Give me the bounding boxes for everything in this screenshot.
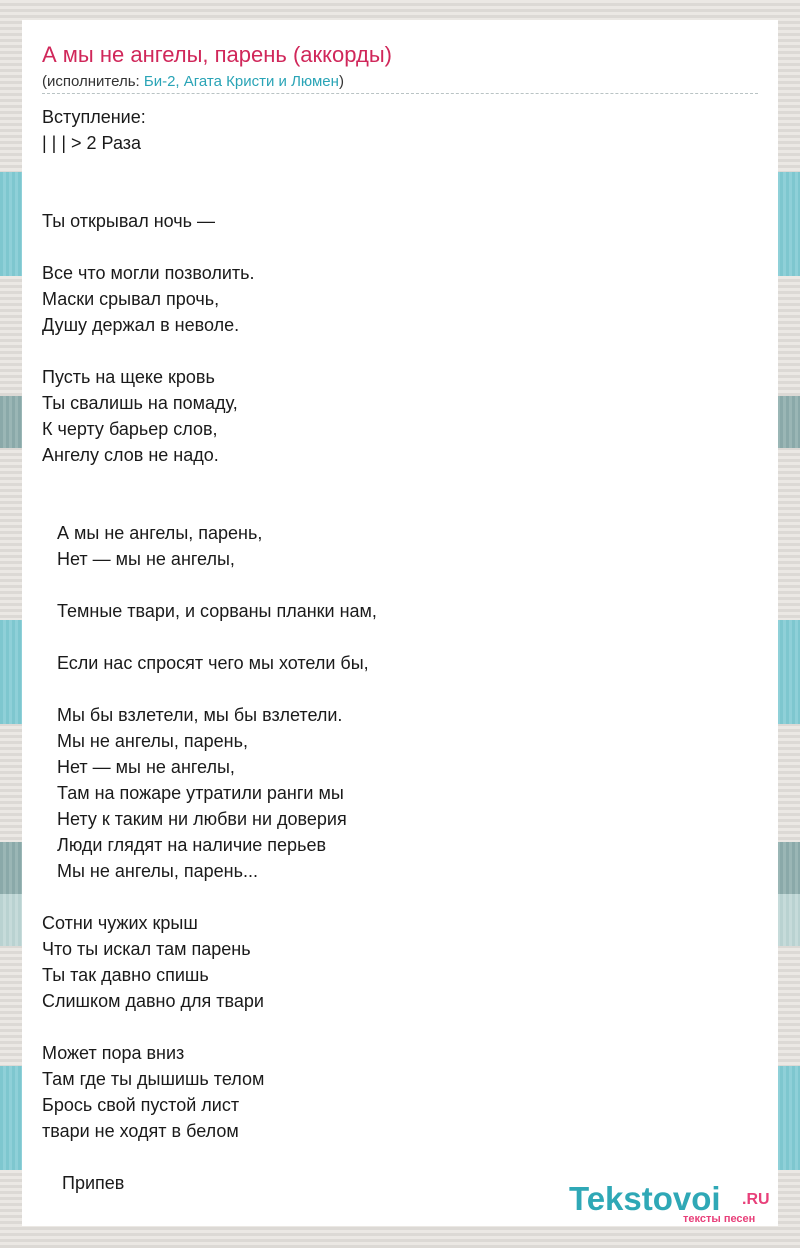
logo-text: Tekstovoi <box>569 1180 721 1217</box>
lyric-line: Маски срывал прочь, <box>42 289 220 309</box>
page-title: А мы не ангелы, парень (аккорды) <box>42 42 392 67</box>
site-logo[interactable] <box>569 1180 779 1230</box>
lyric-line: Нету к таким ни любви ни доверия <box>42 809 347 829</box>
lyrics-card <box>22 20 778 1226</box>
lyric-line: Если нас спросят чего мы хотели бы, <box>42 653 369 673</box>
lyric-line: | | | > 2 Раза <box>42 133 142 153</box>
artist-line <box>42 73 344 90</box>
lyric-line: Там на пожаре утратили ранги мы <box>42 783 344 803</box>
lyric-line: Может пора вниз <box>42 1043 185 1063</box>
lyric-line: Люди глядят на наличие перьев <box>42 835 327 855</box>
lyric-line: Темные твари, и сорваны планки нам, <box>42 601 377 621</box>
logo-tagline: тексты песен <box>683 1213 756 1225</box>
lyric-line <box>42 624 758 650</box>
lyric-line: твари не ходят в белом <box>42 1121 239 1141</box>
artist-suffix: ) <box>338 73 344 90</box>
lyric-line: Вступление: <box>42 107 146 127</box>
lyric-line <box>42 494 758 520</box>
artist-prefix: (исполнитель: <box>42 73 144 90</box>
divider <box>42 93 758 94</box>
lyric-line: Пусть на щеке кровь <box>42 367 215 387</box>
lyric-line: К черту барьер слов, <box>42 419 218 439</box>
lyric-line: Там где ты дышишь телом <box>42 1069 265 1089</box>
lyric-line <box>42 676 758 702</box>
lyric-line: Ты так давно спишь <box>42 965 209 985</box>
lyric-line: А мы не ангелы, парень, <box>42 523 263 543</box>
lyric-line <box>42 234 758 260</box>
lyric-line <box>42 884 758 910</box>
lyric-line <box>42 1014 758 1040</box>
lyric-line: Ангелу слов не надо. <box>42 445 219 465</box>
lyric-line <box>42 182 758 208</box>
lyric-line: Сотни чужих крыш <box>42 913 198 933</box>
lyric-line: Нет — мы не ангелы, <box>42 549 235 569</box>
lyric-line: Мы бы взлетели, мы бы взлетели. <box>42 705 343 725</box>
lyric-line: Ты свалишь на помаду, <box>42 393 238 413</box>
artist-link[interactable]: Би-2, Агата Кристи и Люмен <box>143 73 339 90</box>
lyric-line: Мы не ангелы, парень, <box>42 731 248 751</box>
lyric-line: Брось свой пустой лист <box>42 1095 240 1115</box>
lyrics-body <box>42 104 758 1196</box>
lyric-line: Что ты искал там парень <box>42 939 251 959</box>
lyric-line: Слишком давно для твари <box>42 991 264 1011</box>
lyric-line <box>42 338 758 364</box>
lyric-line: Мы не ангелы, парень... <box>42 861 258 881</box>
lyric-line: Все что могли позволить. <box>42 263 255 283</box>
lyric-line: Ты открывал ночь — <box>42 211 216 231</box>
lyric-line <box>42 572 758 598</box>
lyric-line: Припев <box>42 1173 125 1193</box>
lyric-line: Нет — мы не ангелы, <box>42 757 235 777</box>
logo-tld: .RU <box>742 1191 770 1208</box>
lyric-line: Душу держал в неволе. <box>42 315 240 335</box>
lyric-line <box>42 1144 758 1170</box>
lyric-line <box>42 468 758 494</box>
lyric-line <box>42 156 758 182</box>
